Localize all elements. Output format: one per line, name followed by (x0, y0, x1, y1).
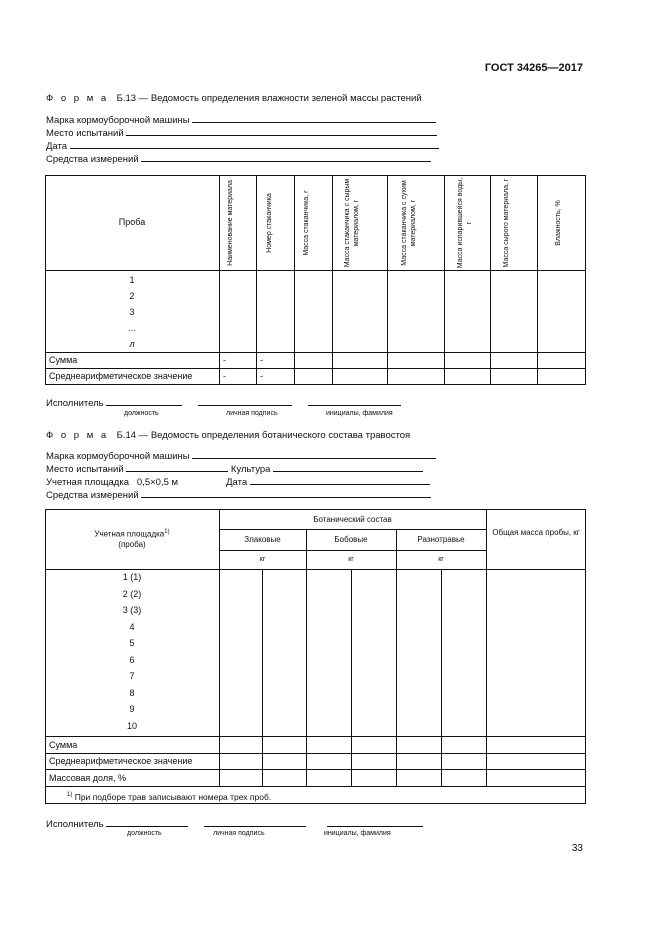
col-raw-material-mass: Масса сырого материала, г (503, 178, 510, 268)
unit-kg: кг (348, 556, 354, 563)
unit-kg: кг (259, 556, 266, 563)
caption-name: инициалы, фамилия (326, 410, 393, 417)
caption-position: должность (124, 410, 159, 417)
row-label: 5 (129, 638, 135, 648)
col-area: Учетная площадка$^{1)}$ (94, 529, 170, 539)
row-label: 7 (129, 671, 135, 681)
sum-label: Сумма (49, 740, 78, 750)
form-13-title: Ф о р м а Б.13 — Ведомость определения влажности зеленой массы растений (46, 93, 422, 104)
field-means: Средства измерений (46, 152, 431, 165)
field-means-2: Средства измерений (46, 488, 431, 501)
field-place: Место испытаний (46, 126, 437, 139)
row-label: 4 (129, 622, 135, 632)
row-label: 9 (129, 704, 135, 714)
col-botanical: Ботанический состав (313, 515, 392, 524)
share-label: Массовая доля, % (49, 773, 126, 783)
sub-col-cereal: Злаковые (244, 535, 281, 544)
col-total: Общая масса пробы, кг (492, 528, 580, 537)
row-label: 2 (2) (122, 589, 142, 599)
row-label: 6 (129, 655, 135, 665)
field-brand-2: Марка кормоуборочной машины (46, 449, 436, 462)
sub-col-legume: Бобовые (334, 535, 368, 544)
caption-signature: личная подпись (226, 410, 278, 417)
signature-executor-2: Исполнитель (46, 817, 423, 830)
table-botanical (45, 509, 586, 804)
sub-col-forb: Разнотравье (417, 535, 465, 544)
row-label: … (127, 323, 137, 333)
caption-signature: личная подпись (213, 830, 265, 837)
row-label: 10 (126, 721, 137, 731)
page-number: 33 (571, 843, 583, 854)
caption-name: инициалы, фамилия (324, 830, 391, 837)
avg-label: Среднеарифметическое значение (49, 756, 193, 766)
standard-number: ГОСТ 34265—2017 (484, 62, 583, 74)
dash: - (260, 355, 263, 365)
col-water-mass: Масса испарившейся воды, г (457, 177, 473, 269)
row-label: л (129, 339, 135, 349)
signature-executor: Исполнитель (46, 396, 401, 409)
row-label: 2 (129, 291, 135, 301)
sum-label: Сумма (49, 355, 78, 365)
dash: - (223, 355, 226, 365)
field-date: Дата (46, 139, 439, 152)
col-material-name: Наименование материала (227, 180, 234, 266)
unit-kg: кг (438, 556, 444, 563)
col-cup-raw-mass: Масса стаканчика с сырым материалом, г (344, 178, 360, 268)
form-14-title: Ф о р м а Б.14 — Ведомость определения ботанического состава травостоя (46, 430, 411, 441)
col-area-sub: (проба) (118, 540, 146, 549)
field-place-culture: Место испытаний Культура (46, 462, 423, 475)
col-cup-number: Номер стаканчика (266, 193, 273, 253)
row-label: 3 (3) (122, 605, 142, 615)
avg-label: Среднеарифметическое значение (49, 371, 193, 381)
field-area-date: Учетная площадка 0,5×0,5 м Дата (46, 475, 430, 488)
caption-position: должность (127, 830, 162, 837)
col-moisture: Влажность, % (555, 200, 562, 246)
col-proba: Проба (118, 217, 146, 227)
row-label: 1 (1) (122, 572, 142, 582)
row-label: 1 (129, 275, 135, 285)
dash: - (223, 371, 226, 381)
field-brand: Марка кормоуборочной машины (46, 113, 436, 126)
footnote: $^{1)}$ При подборе трав записывают номера трех проб. (67, 791, 272, 802)
dash: - (260, 371, 263, 381)
row-label: 8 (129, 688, 135, 698)
col-cup-dry-mass: Масса стаканчика с сухим материалом, г (401, 180, 417, 266)
table-moisture (45, 175, 586, 385)
row-label: 3 (129, 307, 135, 317)
col-cup-mass: Масса стаканчика, г (303, 190, 310, 256)
